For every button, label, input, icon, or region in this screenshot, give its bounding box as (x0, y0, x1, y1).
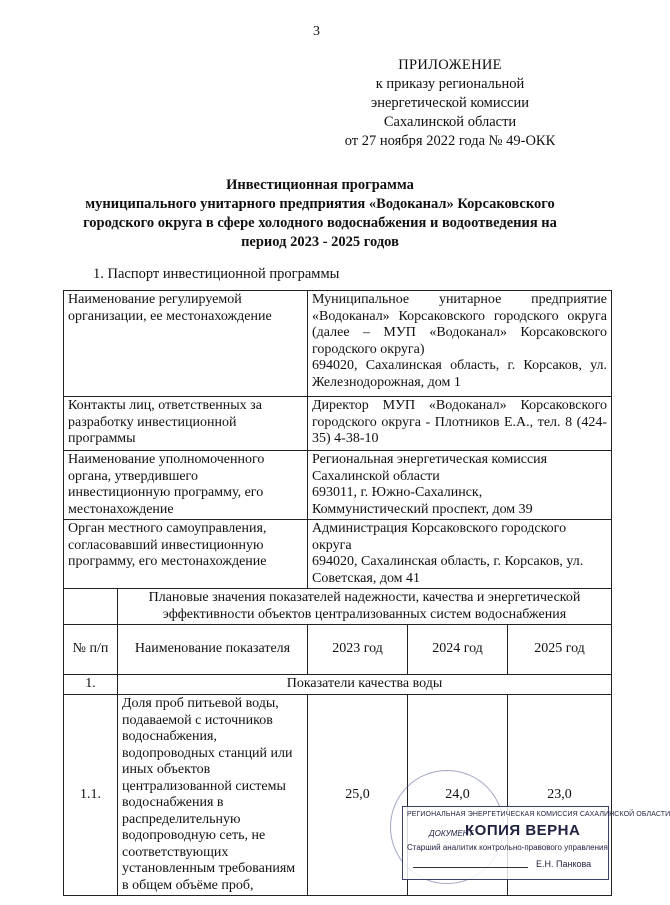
passport-value-line: 694020, Сахалинская область, г. Корсаков, ул. Советская, дом 41 (312, 554, 584, 586)
passport-row (64, 291, 612, 397)
row-2023: 25,0 (308, 695, 408, 896)
stamp-name: Е.Н. Панкова (536, 859, 592, 869)
stamp-title: КОПИЯ ВЕРНА (465, 822, 581, 839)
title-line-1: Инвестиционная программа (226, 177, 414, 193)
header-2024: 2024 год (408, 625, 508, 675)
appendix-line-1: к приказу региональной (375, 76, 525, 92)
stamp-organization: РЕГИОНАЛЬНАЯ ЭНЕРГЕТИЧЕСКАЯ КОМИССИЯ САХАЛИНСКОЙ ОБЛАСТИ (407, 811, 670, 818)
appendix-heading: ПРИЛОЖЕНИЕ (398, 57, 502, 73)
indicators-caption: Плановые значения показателей надежности, качества и энергетической эффективности объектов централизованных систем водоснабжения (118, 589, 612, 625)
empty-cell (64, 589, 118, 625)
page-number: 3 (313, 24, 320, 39)
passport-label: Наименование уполномоченного органа, утвердившего инвестиционную программу, его местонахождение (64, 451, 308, 520)
passport-value-line: Коммунистический проспект, дом 39 (312, 501, 533, 517)
row-name: Доля проб питьевой воды, подаваемой с источников водоснабжения, водопроводных станций или иных объектов централизованной системы водоснабжения в распределительную водопроводную сеть, не соответствующих установленным требованиям в общем объёме проб, (118, 695, 308, 896)
stamp-position: Старший аналитик контрольно-правового управления (407, 843, 608, 852)
signature-line (413, 867, 528, 868)
section-title: 1. Паспорт инвестиционной программы (93, 266, 340, 282)
header-2023: 2023 год (308, 625, 408, 675)
passport-value-line: Администрация Корсаковского городского округа (312, 521, 567, 553)
header-name: Наименование показателя (118, 625, 308, 675)
copy-certified-stamp (402, 806, 670, 880)
passport-label: Наименование регулируемой организации, ее местонахождение (64, 291, 308, 397)
appendix-block (300, 56, 600, 151)
appendix-line-4: от 27 ноября 2022 года № 49-ОКК (344, 133, 556, 149)
appendix-line-2: энергетической комиссии (370, 95, 530, 111)
passport-value (308, 291, 612, 397)
passport-value (308, 451, 612, 520)
title-line-4: период 2023 - 2025 годов (241, 234, 399, 250)
indicators-header-row (64, 625, 612, 675)
passport-value-line: Директор МУП «Водоканал» Корсаковского городского округа - Плотников Е.А., тел. 8 (424-35) 4-38-10 (312, 398, 607, 446)
group-row (64, 675, 612, 695)
stamp-doc-label: ДОКУМЕНТ (429, 829, 474, 838)
passport-row (64, 397, 612, 451)
passport-label: Контакты лиц, ответственных за разработку инвестиционной программы (64, 397, 308, 451)
row-2025: 23,0 (508, 695, 612, 896)
passport-value-line: Муниципальное унитарное предприятие «Водоканал» Корсаковского городского округа (далее – МУП «Водоканал» Корсаковского городского округа) (312, 292, 607, 357)
title-line-2: муниципального унитарного предприятия «Водоканал» Корсаковского (85, 196, 555, 212)
title-line-3: городского округа в сфере холодного водоснабжения и водоотведения на (83, 215, 557, 231)
passport-value-line: 693011, г. Южно-Сахалинск, (312, 485, 483, 500)
row-num: 1.1. (64, 695, 118, 896)
passport-value-line: 694020, Сахалинская область, г. Корсаков, ул. Железнодорожная, дом 1 (312, 358, 607, 390)
passport-value (308, 520, 612, 589)
group-name: Показатели качества воды (118, 675, 612, 695)
passport-value (308, 397, 612, 451)
header-2025: 2025 год (508, 625, 612, 675)
passport-row (64, 520, 612, 589)
passport-label: Орган местного самоуправления, согласовавший инвестиционную программу, его местонахождение (64, 520, 308, 589)
appendix-line-3: Сахалинской области (383, 114, 517, 130)
header-num: № п/п (64, 625, 118, 675)
indicators-caption-row (64, 589, 612, 625)
row-2024: 24,0 (408, 695, 508, 896)
passport-row (64, 451, 612, 520)
group-num: 1. (64, 675, 118, 695)
passport-value-line: Региональная энергетическая комиссия Сахалинской области (312, 452, 548, 484)
document-title (60, 176, 580, 252)
